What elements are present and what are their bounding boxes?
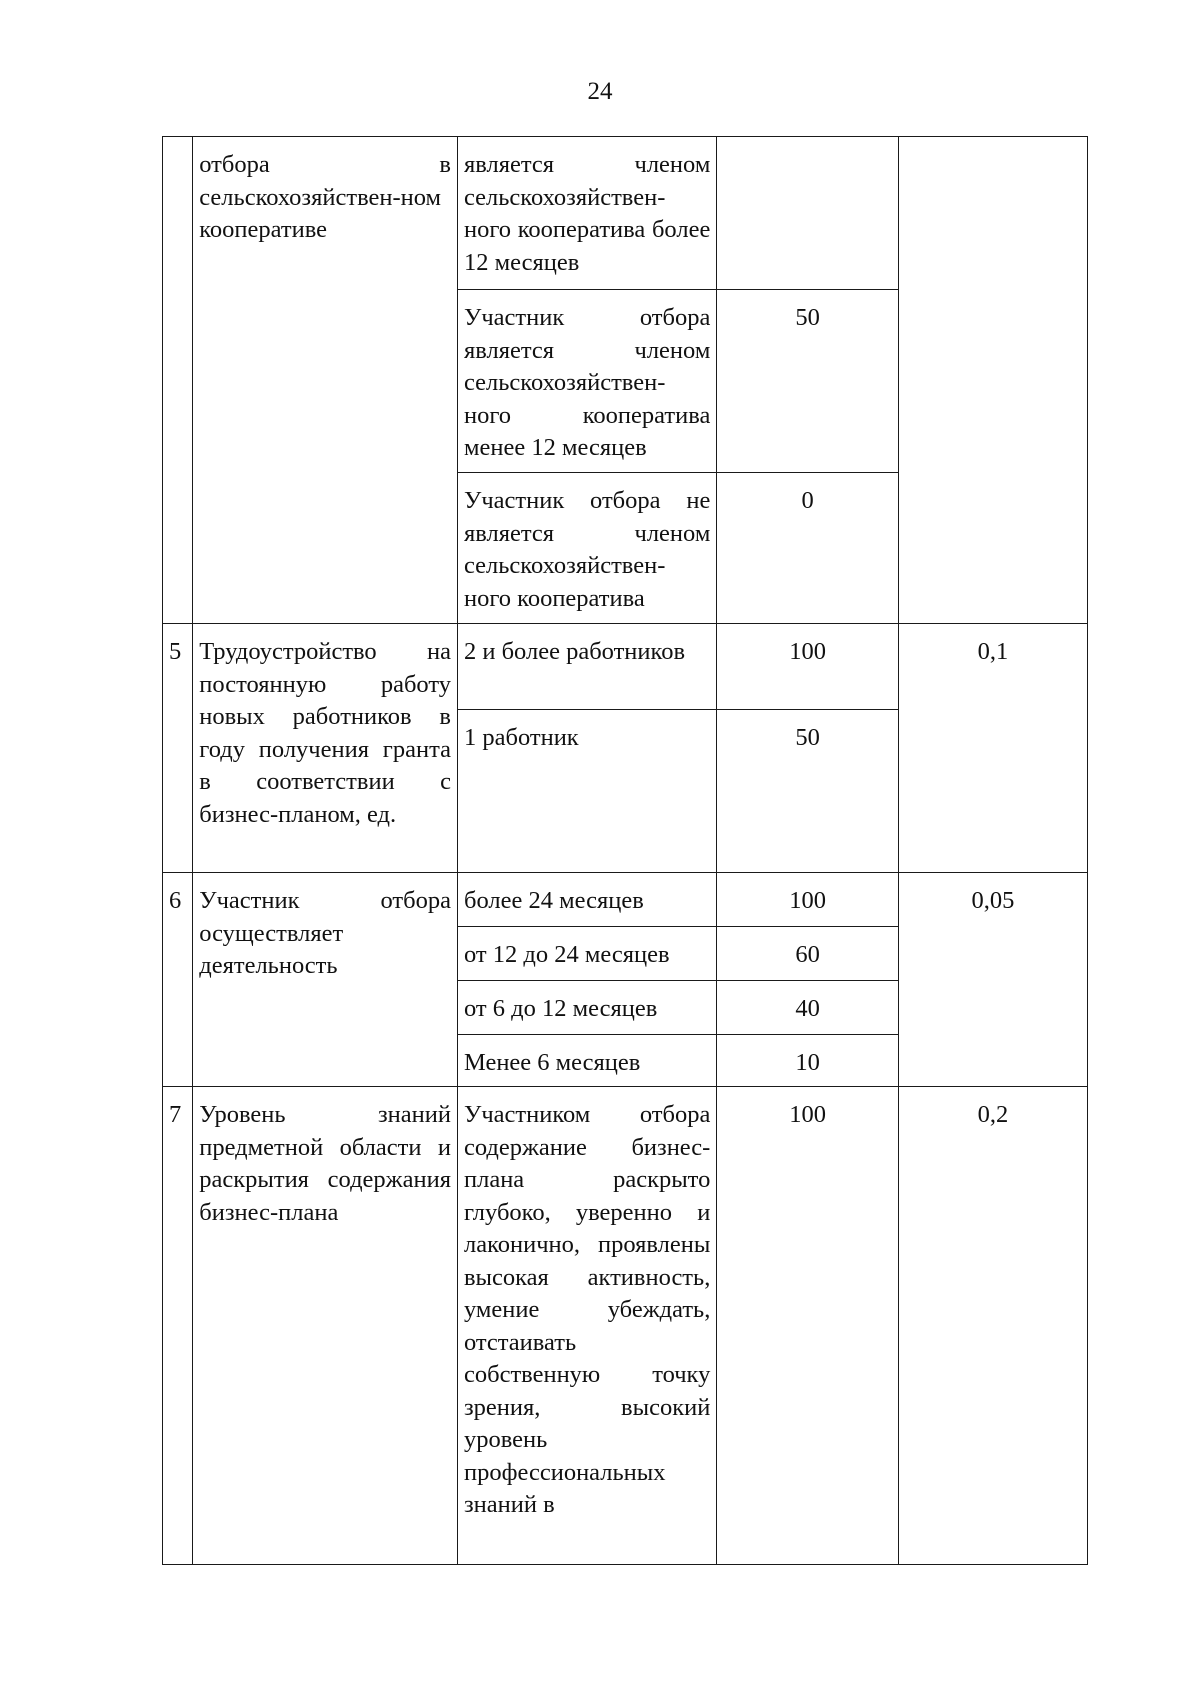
weight-value: 0,1 — [977, 638, 1009, 665]
condition-cell — [457, 927, 716, 981]
score-cell — [717, 137, 899, 290]
criterion-name: Участник отбора осуществляет деятельность — [199, 887, 451, 979]
condition-cell — [457, 137, 716, 290]
table-row — [163, 873, 1088, 927]
criteria-table — [162, 136, 1088, 1565]
score-value: 0 — [801, 487, 814, 514]
score-value: 100 — [789, 1101, 826, 1128]
table-row — [163, 137, 1088, 290]
condition-cell — [457, 473, 716, 624]
score-cell — [717, 624, 899, 710]
condition-cell — [457, 624, 716, 710]
criterion-name-cell — [193, 137, 458, 624]
criterion-number-cell — [163, 1087, 193, 1565]
condition-text: 1 работник — [463, 724, 579, 751]
score-value: 100 — [789, 887, 826, 914]
criterion-name: Трудоустройство на постоянную работу новых работников в году получения гранта в соответствии с бизнес-планом, ед. — [199, 638, 451, 828]
condition-text: Участник отбора не является членом сельскохозяйствен-ного кооператива — [463, 487, 711, 612]
condition-cell — [457, 1035, 716, 1087]
condition-cell — [457, 710, 716, 873]
page-number: 24 — [587, 78, 613, 105]
table-row — [163, 624, 1088, 710]
condition-text: является членом сельскохозяйствен-ного кооператива более 12 месяцев — [463, 151, 711, 276]
weight-cell — [898, 624, 1087, 873]
score-cell — [717, 290, 899, 473]
weight-value: 0,2 — [977, 1101, 1009, 1128]
condition-text: от 6 до 12 месяцев — [463, 995, 658, 1022]
score-value: 60 — [795, 941, 820, 968]
criterion-number: 5 — [169, 638, 182, 665]
criterion-number-cell — [163, 873, 193, 1087]
score-value: 100 — [789, 638, 826, 665]
score-cell — [717, 710, 899, 873]
weight-cell — [898, 873, 1087, 1087]
condition-text: Менее 6 месяцев — [463, 1049, 641, 1076]
criterion-name: отбора в сельскохозяйствен-ном кооперативе — [199, 151, 451, 243]
condition-text: от 12 до 24 месяцев — [463, 941, 670, 968]
criterion-name-cell — [193, 1087, 458, 1565]
condition-cell — [457, 1087, 716, 1565]
condition-cell — [457, 290, 716, 473]
condition-cell — [457, 873, 716, 927]
criterion-number: 6 — [169, 887, 182, 914]
criterion-name-cell — [193, 873, 458, 1087]
score-cell — [717, 1087, 899, 1565]
criterion-number-cell — [163, 137, 193, 624]
condition-text: более 24 месяцев — [463, 887, 644, 914]
weight-cell — [898, 137, 1087, 624]
condition-cell — [457, 981, 716, 1035]
score-value: 40 — [795, 995, 820, 1022]
score-value: 50 — [795, 724, 820, 751]
weight-cell — [898, 1087, 1087, 1565]
score-cell — [717, 473, 899, 624]
condition-text: Участник отбора является членом сельскохозяйствен-ного кооператива менее 12 месяцев — [463, 304, 711, 461]
condition-text: 2 и более работников — [463, 638, 686, 665]
score-cell — [717, 927, 899, 981]
criterion-number: 7 — [169, 1101, 182, 1128]
criterion-name-cell — [193, 624, 458, 873]
score-cell — [717, 873, 899, 927]
score-cell — [717, 981, 899, 1035]
criterion-number-cell — [163, 624, 193, 873]
score-value: 50 — [795, 304, 820, 331]
condition-text: Участником отбора содержание бизнес-плана раскрыто глубоко, уверенно и лаконично, проявлены высокая активность, умение убеждать, отстаивать собственную точку зрения, высокий уровень профессиональных знаний в — [463, 1101, 711, 1518]
score-value: 10 — [795, 1049, 820, 1076]
score-cell — [717, 1035, 899, 1087]
criterion-name: Уровень знаний предметной области и раскрытия содержания бизнес-плана — [199, 1101, 451, 1226]
weight-value: 0,05 — [971, 887, 1015, 914]
table-row — [163, 1087, 1088, 1565]
